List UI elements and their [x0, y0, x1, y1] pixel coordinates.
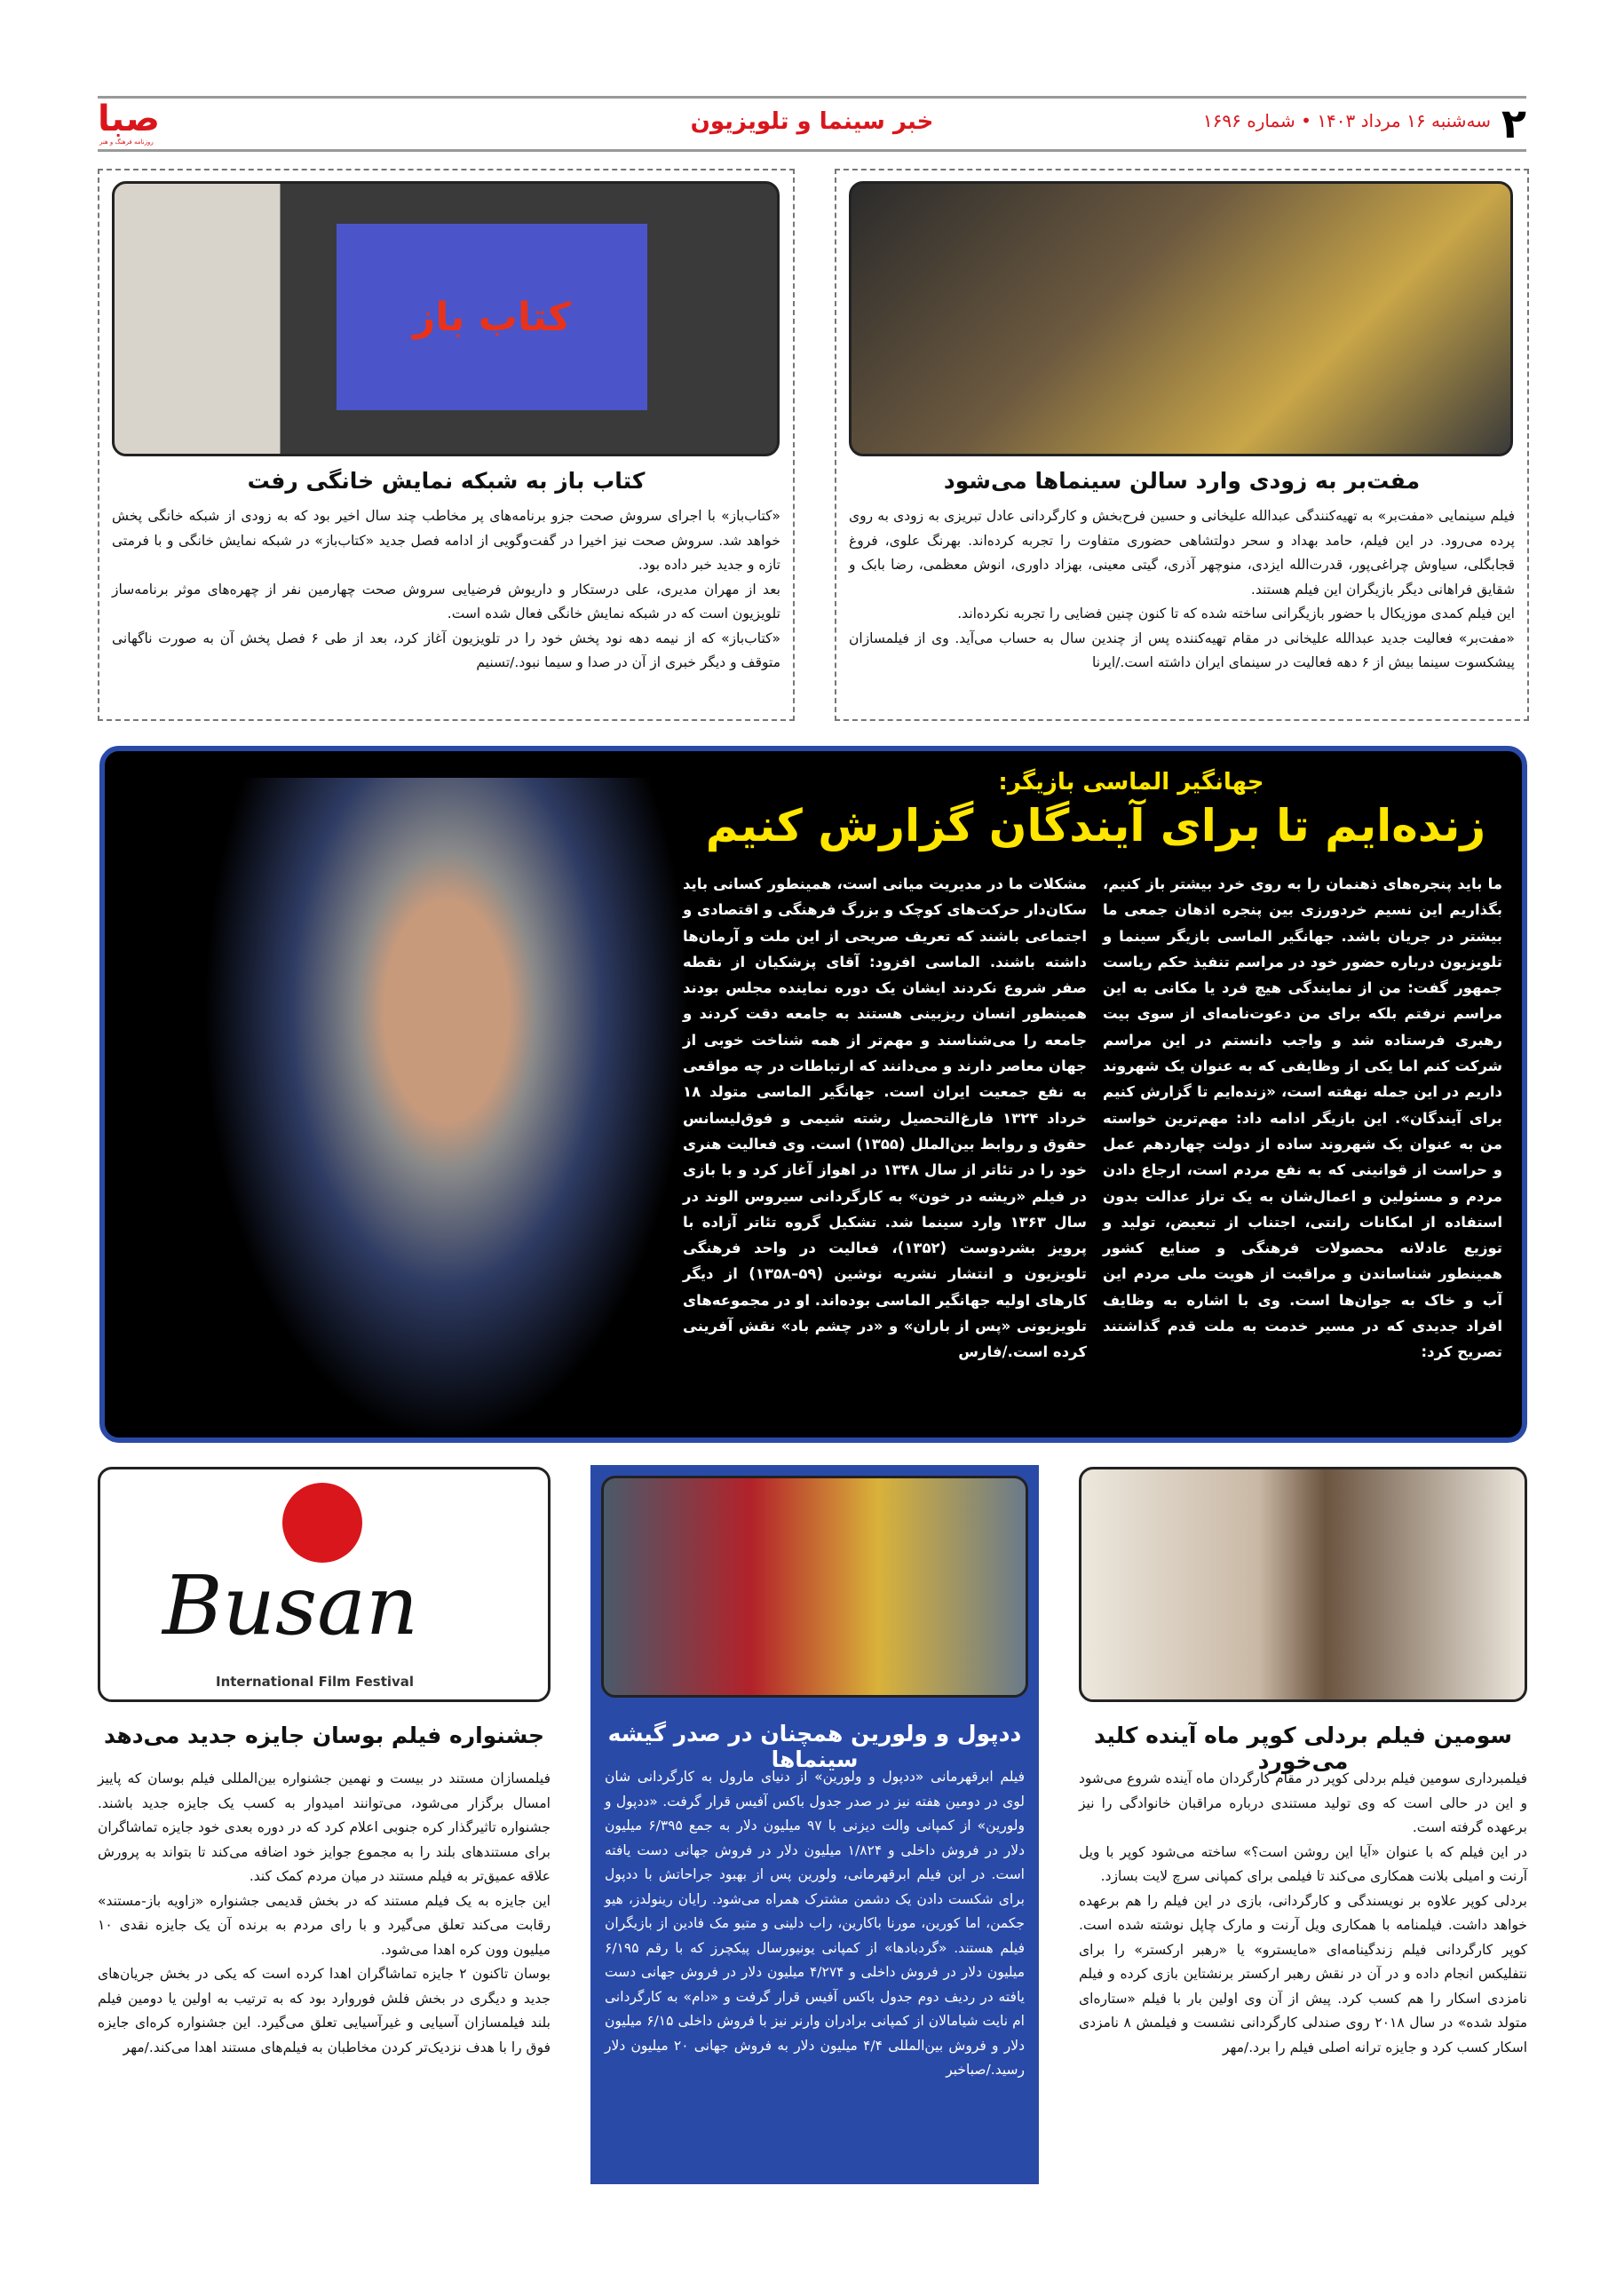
story-title: جشنواره فیلم بوسان جایزه جدید می‌دهد — [103, 1723, 545, 1748]
busan-emblem — [282, 1483, 362, 1563]
ketabbaz-photo — [112, 181, 780, 456]
paragraph: این فیلم کمدی موزیکال با حضور بازیگرانی ساخته شده که تا کنون چنین فضایی را تجربه نکرده‌اند. — [957, 606, 1515, 622]
story-body — [98, 1767, 551, 2060]
story-body — [112, 504, 780, 676]
paragraph: «مفت‌بر» فعالیت جدید عبدالله علیخانی در مقام تهیه‌کننده پس از چندین سال به حساب می‌آید. وی از فیلمسازان پیشکسوت سینما بیش از ۶ دهه فعالیت در سینمای ایران داشته است./ایرنا — [849, 630, 1515, 670]
story-ketabbaz — [98, 169, 795, 721]
section-title: خبر سینما و تلویزیون — [690, 108, 934, 135]
story-deadpool — [590, 1465, 1039, 2184]
feature-headline: زنده‌ایم تا برای آیندگان گزارش کنیم — [705, 800, 1486, 851]
feature-column-right: ما باید پنجره‌های ذهنمان را به روی خرد بیشتر باز کنیم، بگذاریم این نسیم خردورزی بین پنجره اذهان جمعی ما بیشتر در جریان باشد. جهانگیر الماسی بازیگر سینما و تلویزیون درباره حضور خود در مراسم تنفیذ حکم ریاست جمهور گفت: من از نمایندگی هیچ فرد یا مکانی به این مراسم نرفتم بلکه برای من دعوت‌نامه‌ای از سوی بیت رهبری فرستاده شد و واجب دانستم در این مراسم شرکت کنم اما یکی از وظایفی که به عنوان یک شهروند داریم در این جمله نهفته است، «زنده‌ایم تا گزارش کنیم برای آیندگان». این بازیگر ادامه داد: مهم‌ترین خواسته من به عنوان یک شهروند ساده از دولت چهاردهم عمل و حراست از قوانینی که به نفع مردم است، ارجاع دادن مردم و مسئولین و اعمال‌شان به یک تراز عدالت بدون استفاده از امکانات رانتی، اجتناب از تبعیض، تولید و توزیع عادلانه محصولات فرهنگی و صنایع کشور همینطور شناساندن و مراقبت از هویت ملی مردم این آب و خاک به جوان‌ها است. وی با اشاره به وظایف افراد جدیدی که در مسیر خدمت به ملت قدم گذاشتند تصریح کرد: — [1103, 875, 1502, 1361]
tv-screen-logo: کتاب باز — [337, 224, 647, 410]
paragraph: فیلمبرداری سومین فیلم بردلی کوپر در مقام کارگردان ماه آینده شروع می‌شود و این در حالی است که وی تولید مستندی درباره مراقبان خانوادگی را نیز برعهده گرفته است. — [1079, 1770, 1527, 1835]
paragraph: این جایزه به یک فیلم مستند که در بخش قدیمی جشنواره «زاویه باز-مستند» رقابت می‌کند تعلق می‌گیرد و با رای مردم به برنده آن یک جایزه نقدی ۱۰ میلیون وون کره اهدا می‌شود. — [98, 1892, 551, 1958]
busan-logo-sub: International Film Festival — [216, 1674, 415, 1690]
feature-column-left: مشکلات ما در مدیریت میانی است، همینطور کسانی باید سکان‌دار حرکت‌های کوچک و بزرگ فرهنگی و اقتصادی و اجتماعی باشند که تعریف صریحی از این ملت و آرمان‌ها داشته باشند. الماسی افزود: آقای پزشکیان از نقطه صفر شروع نکردند ایشان یک دوره نماینده مجلس بودند همینطور انسان ریزبینی هستند به جامعه دقت کردند و جامعه را می‌شناسند و مهم‌تر از همه شناخت خوبی از جهان معاصر دارند و می‌دانند که ارتباطات در چه مواقعی به نفع جمعیت ایران است. جهانگیر الماسی متولد ۱۸ خرداد ۱۳۲۴ فارغ‌التحصیل رشته شیمی و فوق‌لیسانس حقوق و روابط بین‌الملل (۱۳۵۵) است. وی فعالیت هنری خود را در تئاتر از سال ۱۳۴۸ در اهواز آغاز کرد و با بازی در فیلم «ریشه در خون» به کارگردانی سیروس الوند در سال ۱۳۶۳ وارد سینما شد. تشکیل گروه تئاتر آزاده با پرویز بشردوست (۱۳۵۲)، فعالیت در واحد فرهنگی تلویزیون و انتشار نشریه نوشین (۵۹–۱۳۵۸) از دیگر کارهای اولیه جهانگیر الماسی بوده‌اند. او در مجموعه‌های تلویزیونی «پس از باران» و «در چشم باد» نقش آفرینی کرده است./فارس — [683, 875, 1088, 1361]
paragraph: «کتاب‌باز» با اجرای سروش صحت جزو برنامه‌های پر مخاطب چند سال اخیر بود که به زودی از شبکه خانگی پخش خواهد شد. سروش صحت نیز اخیرا در گفت‌وگویی از ادامه فصل جدید «کتاب‌باز» در شبکه نمایش خانگی و با فرمتی تازه و جدید خبر داده بود. — [112, 508, 780, 573]
paragraph: فیلم سینمایی «مفت‌بر» به تهیه‌کنندگی عبدالله علیخانی و حسین فرح‌بخش و کارگردانی عادل تبریزی به زودی به روی پرده می‌رود. در این فیلم، حامد بهداد و سحر دولتشاهی حضوری متفاوت را تجربه کرده‌اند. بهرنگ علوی، فروغ قجابگلی، سیاوش چراغی‌پور، قدرت‌الله ایزدی، منوچهر آذری، گیتی معینی، بهزاد داوری، انوش معظمی، رضا بابک و شقایق فراهانی دیگر بازیگران این فیلم هستند. — [849, 508, 1515, 598]
story-title: سومین فیلم بردلی کوپر ماه آینده کلید می‌خورد — [1093, 1723, 1513, 1774]
paragraph: بعد از مهران مدیری، علی درستکار و داریوش فرضیایی سروش صحت چهارمین نفر از چهره‌های موثر برنامه‌ساز تلویزیون است که در شبکه نمایش خانگی فعال شده است. — [112, 581, 780, 622]
story-body — [849, 504, 1515, 676]
feature-kicker: جهانگیر الماسی بازیگر: — [998, 769, 1264, 796]
story-body — [1079, 1767, 1527, 2060]
story-moftbar — [835, 169, 1529, 721]
paragraph: فیلمسازان مستند در بیست و نهمین جشنواره بین‌المللی فیلم بوسان که پاییز امسال برگزار می‌شود، می‌توانند امیدوار به کسب یک جایزه جدید باشند. جشنواره تاثیرگذار کره جنوبی اعلام کرد که در دوره بعدی خود جایزه تماشاگران برای مستندهای بلند را به مجموع جوایز خود اضافه می‌کند تا بتواند به پرورش علاقه عمیق‌تر به فیلم مستند در میان مردم کمک کند. — [98, 1770, 551, 1884]
story-title: ددپول و ولورین همچنان در صدر گیشه سینماها — [607, 1721, 1022, 1772]
busan-logo-box — [98, 1467, 551, 1702]
paragraph: فیلم ابرقهرمانی «ددپول و ولورین» از دنیای مارول به کارگردانی شان لوی در دومین هفته نیز در صدر جدول باکس آفیس قرار گرفت. «ددپول و ولورین» از کمپانی والت دیزنی با ۹۷ میلیون دلار به جمع ۶/۳۹۵ میلیون دلار در فروش داخلی و ۱/۸۲۴ میلیون دلار در فروش جهانی دست یافته است. در این فیلم ابرقهرمانی، ولورین پس از بهبود جراحاتش با ددپول برای شکست دادن یک دشمن مشترک همراه می‌شود. رایان رینولدز، هیو جکمن، اما کورین، مورنا باکارین، راب دلینی و متیو مک فادین از بازیگران فیلم هستند. «گردبادها» از کمپانی یونیورسال پیکچرز که با رقم ۶/۱۹۵ میلیون دلار در فروش داخلی و ۴/۲۷۴ میلیون دلار در فروش جهانی دست یافته در ردیف دوم جدول باکس آفیس قرار گرفت و «دام» به کارگردانی ام نایت شیامالان از کمپانی برادران وارنر نیز با فروش داخلی ۶/۱۵ میلیون دلار و فروش بین‌المللی ۴/۴ میلیون دلار به فروش جهانی ۲۰ میلیون دلار رسید./صباخبر — [605, 1769, 1025, 2078]
busan-logo-text: Busan — [162, 1558, 419, 1653]
story-title: کتاب باز به شبکه نمایش خانگی رفت — [247, 468, 646, 494]
story-title: مفت‌بر به زودی وارد سالن سینماها می‌شود — [943, 468, 1421, 494]
paragraph: در این فیلم که با عنوان «آیا این روشن است؟» ساخته می‌شود کوپر با ویل آرنت و امیلی بلانت همکاری می‌کند تا فیلمی برای کمپانی سرچ لایت بسازد. — [1079, 1843, 1527, 1884]
masthead-logo: صبا — [98, 99, 160, 139]
moftbar-photo — [849, 181, 1513, 456]
paragraph: بوسان تاکنون ۲ جایزه تماشاگران اهدا کرده است که یکی در بخش جریان‌های جدید و دیگری در بخش فلش فوروارد بود که به ترتیب به اولین یا دومین فیلم بلند فیلمسازان آسیایی و غیرآسیایی تعلق می‌گیرد. این جشنواره کره‌ای جایزه فوق را با هدف نزدیک‌تر کردن مخاطبان به فیلم‌های مستند اهدا می‌کند./مهر — [98, 1966, 551, 2055]
logo-tagline: روزنامه فرهنگ و هنر — [99, 139, 154, 146]
date-issue: سه‌شنبه ۱۶ مرداد ۱۴۰۳ • شماره ۱۶۹۶ — [1202, 110, 1491, 131]
deadpool-wolverine-photo — [601, 1476, 1028, 1698]
page-number: ۲ — [1501, 99, 1526, 147]
header-rule-top — [98, 96, 1526, 99]
feature-interview — [99, 746, 1527, 1443]
almasi-portrait — [202, 778, 691, 1443]
story-body — [605, 1765, 1025, 2083]
header-rule-bottom — [98, 149, 1526, 152]
cooper-photo — [1079, 1467, 1527, 1702]
paragraph: بردلی کوپر علاوه بر نویسندگی و کارگردانی، بازی در این فیلم را هم برعهده خواهد داشت. فیلمنامه با همکاری ویل آرنت و مارک چاپل نوشته شده است. کوپر کارگردانی فیلم زندگینامه‌ای «مایسترو» یا «رهبر ارکستر» را برای نتفلیکس انجام داده و در آن در نقش رهبر ارکستر برنشتاین بازی کرده و فیلم نامزدی اسکار را هم کسب کرد. پیش از آن وی اولین بار با فیلم «ستاره‌ای متولد شده» در سال ۲۰۱۸ روی صندلی کارگردانی نشست و فیلمش ۸ نامزدی اسکار کسب کرد و جایزه ترانه اصلی فیلم را برد./مهر — [1079, 1892, 1527, 2055]
paragraph: «کتاب‌باز» که از نیمه دهه نود پخش خود را در تلویزیون آغاز کرد، بعد از طی ۶ فصل پخش آن به صورت ناگهانی متوقف و دیگر خبری از آن در صدا و سیما نبود./تسنیم — [112, 630, 781, 670]
